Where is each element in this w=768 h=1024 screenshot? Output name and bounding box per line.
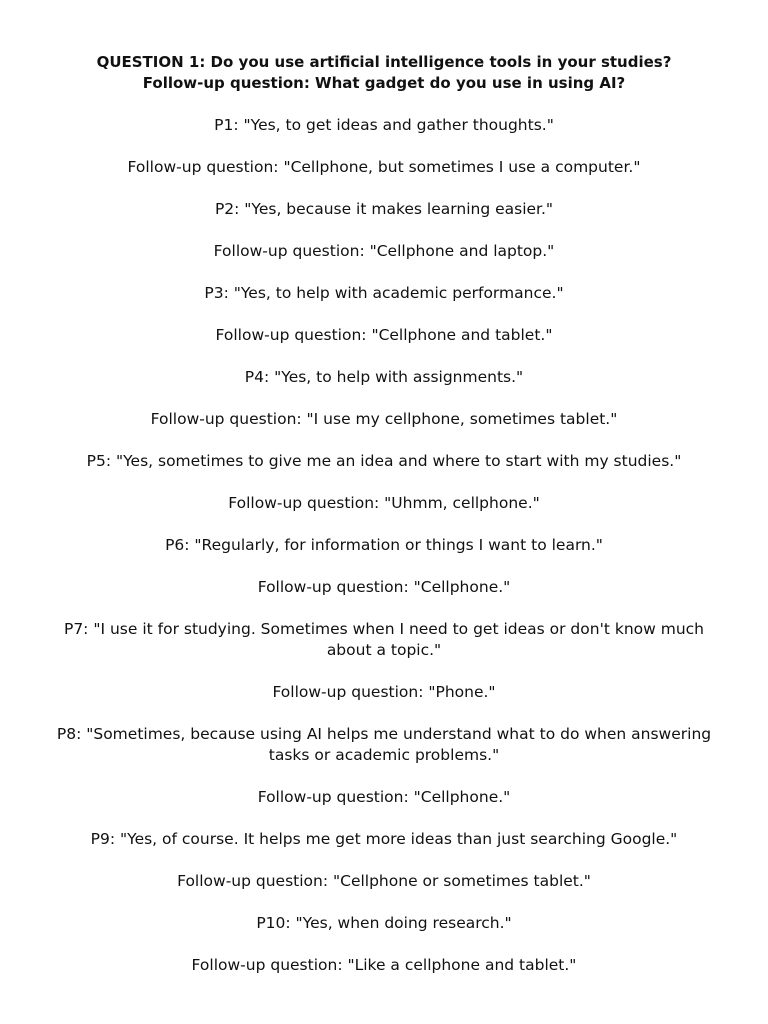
response-p1: P1: "Yes, to get ideas and gather thoughts."	[214, 116, 554, 134]
followup-p7: Follow-up question: "Phone."	[272, 683, 496, 701]
followup-p2: Follow-up question: "Cellphone and laptop."	[213, 242, 555, 260]
response-p7: P7: "I use it for studying. Sometimes when I need to get ideas or don't know much about a topic."	[63, 620, 705, 659]
question-heading	[20, 52, 748, 94]
followup-p1: Follow-up question: "Cellphone, but sometimes I use a computer."	[127, 158, 641, 176]
followup-p8: Follow-up question: "Cellphone."	[257, 788, 511, 806]
response-p2: P2: "Yes, because it makes learning easier."	[214, 200, 554, 218]
followup-p6: Follow-up question: "Cellphone."	[257, 578, 511, 596]
followup-p9: Follow-up question: "Cellphone or sometimes tablet."	[177, 872, 591, 890]
response-p8: P8: "Sometimes, because using AI helps me understand what to do when answering tasks or academic problems."	[56, 725, 712, 764]
followup-p3: Follow-up question: "Cellphone and tablet."	[215, 326, 553, 344]
response-p4: P4: "Yes, to help with assignments."	[244, 368, 524, 386]
response-p5: P5: "Yes, sometimes to give me an idea and where to start with my studies."	[86, 452, 682, 470]
followup-p4: Follow-up question: "I use my cellphone, sometimes tablet."	[150, 410, 618, 428]
response-p10: P10: "Yes, when doing research."	[256, 914, 512, 932]
response-p9: P9: "Yes, of course. It helps me get more ideas than just searching Google."	[90, 830, 678, 848]
followup-p10: Follow-up question: "Like a cellphone and tablet."	[191, 956, 577, 974]
followup-p5: Follow-up question: "Uhmm, cellphone."	[228, 494, 540, 512]
question-title: QUESTION 1: Do you use artificial intelligence tools in your studies?	[96, 53, 672, 71]
response-p6: P6: "Regularly, for information or things I want to learn."	[165, 536, 603, 554]
question-followup: Follow-up question: What gadget do you use in using AI?	[142, 74, 626, 92]
responses-list	[48, 115, 720, 997]
response-p3: P3: "Yes, to help with academic performance."	[204, 284, 564, 302]
